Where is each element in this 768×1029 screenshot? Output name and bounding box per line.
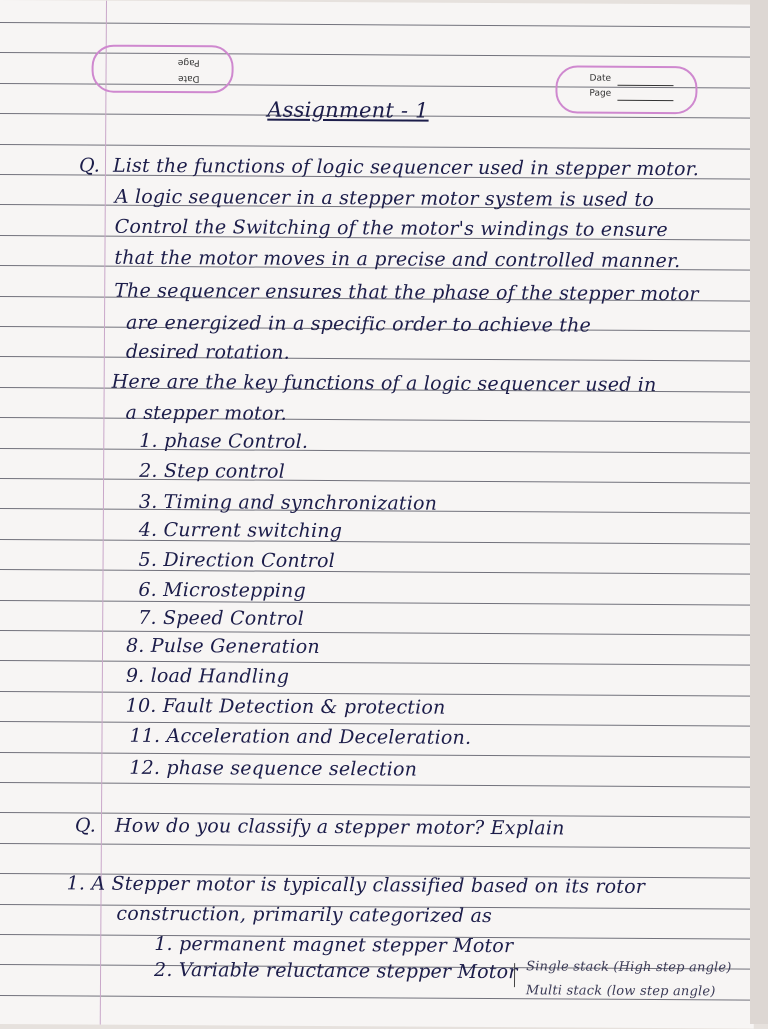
date-box-mirrored	[91, 45, 233, 94]
date-underline	[617, 85, 673, 86]
function-item: 11. Acceleration and Deceleration.	[129, 724, 472, 749]
function-item: 2. Step control	[139, 459, 286, 483]
ruled-line	[0, 356, 758, 362]
ruled-line	[0, 448, 757, 454]
page-edge	[750, 0, 768, 1024]
page-label: Page	[589, 88, 612, 99]
function-item: 12. phase sequence selection	[129, 756, 418, 781]
ruled-line	[0, 22, 760, 28]
ruled-line	[0, 478, 757, 484]
ruled-line	[0, 539, 757, 545]
answer-1-line: that the motor moves in a precise and controlled manner.	[114, 246, 681, 273]
branch-item: Multi stack (low step angle)	[525, 983, 716, 1000]
ruled-line	[0, 630, 756, 636]
date-label: Date	[589, 73, 612, 84]
function-item: 1. phase Control.	[139, 429, 309, 453]
question-2-marker: Q.	[74, 814, 97, 837]
ruled-line	[0, 782, 755, 788]
answer-2-line: construction, primarily categorized as	[116, 902, 493, 928]
function-item: 9. load Handling	[125, 664, 290, 688]
function-item: 6. Microstepping	[138, 578, 306, 602]
ruled-lines	[0, 0, 760, 5]
function-item: 7. Speed Control	[138, 606, 304, 630]
page-underline	[617, 100, 673, 101]
ruled-line	[0, 843, 755, 849]
function-item: 4. Current switching	[138, 518, 343, 543]
ruled-line	[0, 144, 759, 150]
answer-2-line: 2. Variable reluctance stepper Motor	[154, 958, 518, 984]
question-1-marker: Q.	[78, 154, 101, 177]
answer-2-line: 1. A Stepper motor is typically classified based on its rotor	[66, 872, 646, 898]
ruled-line	[0, 752, 755, 758]
answer-1-line: A logic sequencer in a stepper motor system is used to	[114, 185, 654, 211]
date-label: Date	[177, 73, 200, 84]
branch-bracket	[514, 963, 525, 987]
page-label: Page	[177, 57, 200, 68]
answer-1-line: Here are the key functions of a logic sequencer used in	[111, 370, 657, 397]
answer-2-line: 1. permanent magnet stepper Motor	[154, 932, 514, 958]
function-item: 8. Pulse Generation	[125, 634, 320, 658]
answer-1-line: are energized in a specific order to achieve the	[125, 311, 592, 337]
question-2-text: How do you classify a stepper motor? Explain	[114, 814, 565, 840]
ruled-line	[0, 660, 756, 666]
answer-1-line: The sequencer ensures that the phase of the stepper motor	[114, 279, 699, 306]
answer-1-line: Control the Switching of the motor's windings to ensure	[114, 215, 668, 242]
answer-1-line: a stepper motor.	[125, 401, 287, 425]
ruled-line	[0, 417, 757, 423]
margin-line	[100, 1, 107, 1025]
page-title: Assignment - 1	[267, 97, 429, 123]
date-box	[555, 65, 697, 114]
answer-1-line: desired rotation.	[125, 340, 290, 364]
ruled-line	[0, 600, 756, 606]
question-1-text: List the functions of logic sequencer used in stepper motor.	[112, 154, 700, 181]
function-item: 5. Direction Control	[138, 548, 335, 573]
branch-item: Single stack (High step angle)	[526, 959, 732, 976]
function-item: 3. Timing and synchronization	[138, 490, 438, 515]
ruled-line	[0, 569, 757, 575]
function-item: 10. Fault Detection & protection	[125, 694, 446, 719]
